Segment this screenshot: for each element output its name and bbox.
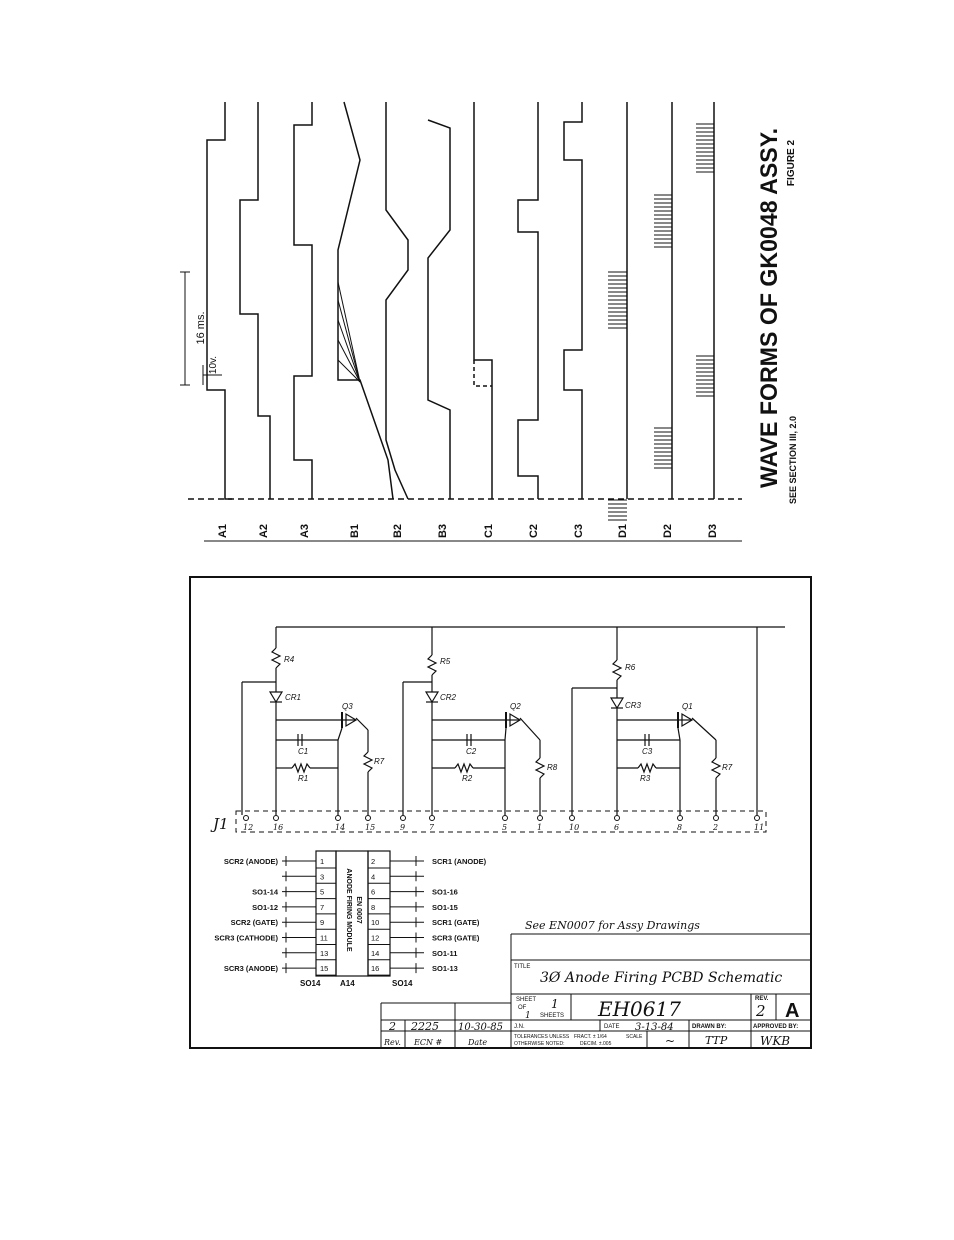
waveform-b1 [338, 102, 393, 499]
pin-number: 2 [713, 823, 719, 832]
pin-number: 12 [243, 823, 254, 832]
module-left-pin: 1 [320, 857, 325, 866]
channel-label-a2: A2 [258, 523, 270, 539]
module-right-signal: SO1-13 [432, 964, 458, 974]
pin-number: 5 [502, 823, 508, 832]
pin-terminal [274, 816, 279, 821]
label-q2: Q2 [510, 702, 521, 711]
tolerance-decim: DECIM. ±.005 [580, 1041, 612, 1047]
waveform-c2 [518, 102, 538, 499]
j1-connector-box [236, 811, 766, 832]
date-value: 3-13-84 [635, 1022, 674, 1033]
pin-terminal [336, 816, 341, 821]
module-right-pin: 8 [371, 902, 376, 912]
pin-number: 1 [537, 823, 543, 832]
waveform-b3 [428, 120, 450, 499]
module-left-signal: SCR2 (ANODE) [223, 857, 278, 866]
waveform-c1 [474, 102, 492, 499]
pin-number: 7 [429, 823, 435, 832]
waveform-a1 [207, 102, 232, 499]
module-right-pin: 16 [371, 964, 380, 974]
rev-header-ecn: ECN # [414, 1038, 443, 1047]
label-r3: R3 [640, 774, 651, 783]
module-left-pin: 15 [320, 964, 329, 974]
tolerance-fract: FRACT. ± 1/64 [574, 1034, 607, 1040]
rev-header-rev: Rev. [384, 1038, 401, 1047]
channel-label-d1: D1 [617, 523, 629, 539]
module-a14 [282, 851, 424, 976]
label-cr1: CR1 [285, 693, 302, 702]
pin-terminal [714, 816, 719, 821]
module-left-pin: 3 [320, 872, 325, 882]
module-left-signal: SCR3 (CATHODE) [214, 933, 278, 943]
module-right-signal: SO1-15 [432, 902, 458, 912]
label-cr2: CR2 [440, 693, 457, 702]
pin-terminal [538, 816, 543, 821]
pin-number: 11 [754, 823, 765, 832]
socket-right-label: SO14 [392, 979, 413, 988]
module-right-pin: 4 [371, 872, 376, 882]
waveform-d3-pulses [696, 124, 714, 396]
rev-value: 2 [756, 1002, 766, 1020]
rev-header-date: Date [468, 1038, 488, 1047]
rev-label: REV. [755, 996, 769, 1002]
see-section-note: SEE SECTION III, 2.0 [788, 415, 798, 505]
pin-terminal [678, 816, 683, 821]
label-r4: R4 [284, 655, 295, 664]
assembly-note: See EN0007 for Assy Drawings [525, 919, 700, 932]
pin-terminal [755, 816, 760, 821]
j1-pins [243, 816, 764, 833]
module-right-signal: SCR1 (GATE) [432, 918, 480, 928]
channel-label-a3: A3 [299, 523, 311, 539]
module-wires [282, 856, 424, 975]
label-c3: C3 [642, 747, 653, 756]
module-left-pin: 13 [320, 948, 329, 958]
pin-number: 15 [365, 823, 376, 832]
time-scale-label: 16 ms. [195, 311, 207, 345]
module-right-signal: SCR1 (ANODE) [432, 857, 487, 866]
scale-label: SCALE [626, 1034, 643, 1040]
scale-value: ~ [665, 1034, 676, 1048]
drawn-by-value: TTP [705, 1034, 728, 1047]
pin-number: 6 [614, 823, 620, 832]
pin-terminal [570, 816, 575, 821]
pin-terminal [430, 816, 435, 821]
module-left-signal: SO1-14 [252, 887, 278, 897]
label-r6: R6 [625, 663, 636, 672]
waveform-a3 [294, 102, 312, 499]
waveform-figure [180, 102, 798, 541]
channel-label-d2: D2 [662, 523, 674, 539]
rev-row-ecn: 2225 [411, 1020, 439, 1033]
label-r7a: R7 [374, 757, 385, 766]
label-r2: R2 [462, 774, 473, 783]
rev-row-rev: 2 [389, 1020, 396, 1033]
waveform-c1-dashed [474, 360, 492, 386]
waveform-a2 [240, 102, 270, 499]
title-label: TITLE [514, 964, 531, 970]
module-right-pin: 14 [371, 948, 380, 958]
pin-number: 14 [335, 823, 346, 832]
label-q1: Q1 [682, 702, 693, 711]
sheets-total: 1 [525, 1011, 531, 1021]
label-r1: R1 [298, 774, 309, 783]
module-right-signal: SO1-16 [432, 887, 458, 897]
module-left-signal: SCR3 (ANODE) [223, 964, 278, 974]
channel-label-c1: C1 [483, 523, 495, 539]
module-right-pin: 6 [371, 887, 376, 897]
module-left-signal: SCR2 (GATE) [230, 918, 278, 928]
tolerance-line-2: OTHERWISE NOTED: [514, 1041, 565, 1047]
module-right-signal: SO1-11 [432, 948, 458, 958]
sheets-label: SHEETS [540, 1013, 565, 1019]
size-value: A [785, 1000, 800, 1022]
channel-label-b3: B3 [437, 523, 449, 539]
label-q3: Q3 [342, 702, 353, 711]
pin-number: 9 [400, 823, 406, 832]
module-right-pin: 12 [371, 933, 380, 943]
approved-by-label: APPROVED BY: [753, 1024, 799, 1030]
pin-terminal [503, 816, 508, 821]
waveform-d1-pulses [608, 272, 627, 520]
channel-label-d3: D3 [707, 523, 719, 539]
label-r8: R8 [547, 763, 558, 772]
channel-label-c2: C2 [528, 523, 540, 539]
waveform-d2-pulses [654, 195, 672, 468]
module-ref-label: A14 [340, 979, 355, 988]
label-r7b: R7 [722, 763, 733, 772]
module-left-pin: 7 [320, 902, 325, 912]
sheet-label: SHEET [516, 997, 537, 1003]
label-r5: R5 [440, 657, 451, 666]
pin-number: 10 [569, 823, 580, 832]
socket-left-label: SO14 [300, 979, 321, 988]
module-name: ANODE FIRING MODULE [345, 868, 352, 952]
module-right-pin: 10 [371, 918, 380, 928]
rev-row-date: 10-30-85 [458, 1022, 503, 1033]
figure-number: FIGURE 2 [786, 139, 797, 187]
circuit-section-2 [403, 627, 544, 815]
pin-terminal [615, 816, 620, 821]
pin-terminal [401, 816, 406, 821]
sheet-number: 1 [551, 997, 559, 1011]
waveform-c3 [564, 102, 582, 499]
module-left-pin: 9 [320, 918, 325, 928]
module-right-pin: 2 [371, 857, 376, 866]
drawn-by-label: DRAWN BY: [692, 1024, 727, 1030]
approved-by-value: WKB [760, 1034, 791, 1048]
pin-terminal [244, 816, 249, 821]
label-c1: C1 [298, 747, 309, 756]
component-labels [284, 655, 733, 783]
sheet-of-label: OF [518, 1005, 527, 1011]
module-part-number: EN 0007 [355, 896, 362, 924]
drawing-number: EH0617 [598, 997, 681, 1021]
pin-number: 8 [677, 823, 683, 832]
circuit-section-3 [572, 627, 757, 815]
module-left-pin: 11 [320, 933, 328, 943]
circuit-section-1 [242, 627, 785, 815]
tolerance-line-1: TOLERANCES UNLESS [514, 1034, 570, 1040]
channel-label-a1: A1 [217, 523, 229, 539]
channel-label-b1: B1 [349, 523, 361, 539]
channel-labels [217, 524, 719, 538]
module-left-signal: SO1-12 [252, 902, 278, 912]
pin-number: 16 [273, 823, 284, 832]
label-c2: C2 [466, 747, 477, 756]
waveform-b1-fan [338, 282, 360, 382]
volt-scale-label: 10v. [208, 355, 219, 375]
module-left-pin: 5 [320, 887, 325, 897]
date-label: DATE [604, 1024, 620, 1030]
channel-label-b2: B2 [392, 523, 404, 539]
figure-title: WAVE FORMS OF GK0048 ASSY. [756, 114, 783, 488]
label-cr3: CR3 [625, 701, 642, 710]
pin-terminal [366, 816, 371, 821]
module-right-signal: SCR3 (GATE) [432, 933, 480, 943]
waveform-b2 [386, 102, 408, 499]
drawing-title: 3Ø Anode Firing PCBD Schematic [540, 970, 783, 986]
channel-label-c3: C3 [573, 523, 585, 539]
jn-label: J.N. [514, 1024, 525, 1030]
j1-label: J1 [213, 815, 229, 833]
